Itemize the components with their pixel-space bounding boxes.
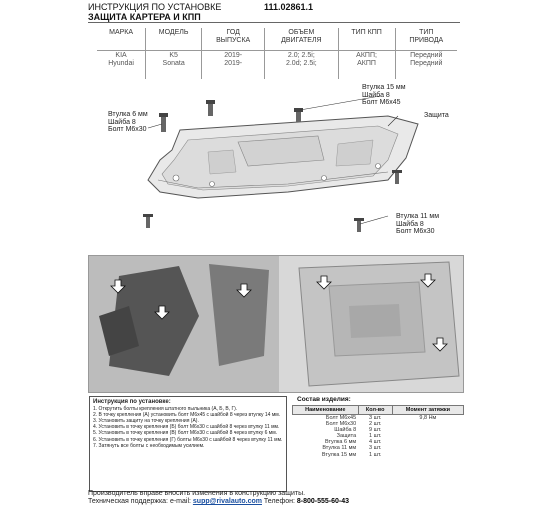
callout-bottom-right: Втулка 11 мм Шайба 8 Болт М6х30 bbox=[396, 213, 440, 235]
footer-note: Производитель вправе вносить изменения в конструкцию защиты. bbox=[88, 490, 306, 497]
table-row: Болт М6х30 2 шт. bbox=[325, 421, 382, 428]
support-phone[interactable]: 8-800-555-60-43 bbox=[296, 498, 350, 505]
table-row: Втулка 11 мм 3 шт. bbox=[322, 445, 382, 452]
table-row: Защита 1 шт. bbox=[336, 433, 382, 440]
table-row: Втулка 6 мм 4 шт. bbox=[324, 439, 382, 446]
installation-instructions bbox=[89, 396, 287, 492]
instruction-step: 6. Установить в точку крепления (Г) болты М6х30 с шайбой 8 через втулку 11 мм. bbox=[93, 436, 283, 443]
col-engine: ОБЪЕМ ДВИГАТЕЛЯ bbox=[265, 28, 338, 51]
col-brand: МАРКА bbox=[97, 28, 146, 51]
title-line-1: ИНСТРУКЦИЯ ПО УСТАНОВКЕ bbox=[88, 2, 222, 12]
installation-photos bbox=[88, 255, 464, 393]
spec-table-row bbox=[97, 51, 457, 80]
col-model: МОДЕЛЬ bbox=[146, 28, 202, 51]
instruction-step: 3. Установить защиту на точку крепления (А). bbox=[93, 418, 199, 425]
cell-engine: 2.0; 2.5i; 2.0d; 2.5i; bbox=[265, 51, 338, 80]
parts-title: Состав изделия: bbox=[297, 396, 351, 403]
bolt-top-mid bbox=[206, 100, 215, 116]
parts-col-name: Наименование bbox=[293, 406, 359, 415]
bolt-top-right bbox=[294, 108, 303, 122]
callout-top-right: Втулка 15 мм Шайба 8 Болт М6х45 bbox=[362, 84, 406, 106]
parts-col-torque: Момент затяжки bbox=[392, 406, 463, 415]
instruction-step: 5. Установить в точку крепления (В) болт М6х30 с шайбой 8 через втулку 6 мм. bbox=[93, 430, 278, 437]
parts-table bbox=[292, 405, 464, 458]
table-row: Втулка 15 мм 1 шт. bbox=[321, 451, 382, 458]
cell-gearbox: АКПП; АКПП bbox=[338, 51, 395, 80]
article-code: 111.02861.1 bbox=[264, 2, 314, 12]
col-drive: ТИП ПРИВОДА bbox=[395, 28, 457, 51]
cell-model: K5 Sonata bbox=[146, 51, 202, 80]
skid-plate bbox=[148, 116, 418, 198]
callout-top-left: Втулка 6 мм Шайба 8 Болт М6х30 bbox=[108, 111, 148, 133]
instruction-step: 2. В точку крепления (А) установить болт М6х45 с шайбой 8 через втулку 14 мм. bbox=[93, 412, 281, 419]
instruction-step: 1. Открутить болты крепления штатного пыльника (А, Б, В, Г). bbox=[93, 406, 238, 413]
bolt-top-left bbox=[159, 113, 168, 132]
title-line-2: ЗАЩИТА КАРТЕРА И КПП bbox=[88, 12, 201, 22]
bolt-right bbox=[392, 170, 402, 184]
parts-table-header bbox=[293, 406, 464, 415]
instruction-step: 4. Установить в точку крепления (Б) болт М6х30 с шайбой 8 через втулку 11 мм. bbox=[93, 424, 280, 431]
support-email-link[interactable]: supp@rivalauto.com bbox=[192, 498, 262, 505]
col-year: ГОД ВЫПУСКА bbox=[202, 28, 265, 51]
instructions-title: Инструкция по установке: bbox=[93, 399, 171, 405]
footer-support: Техническая поддержка: e-mail: supp@rivalauto.com Телефон: 8-800-555-60-43 bbox=[88, 498, 350, 505]
header-divider bbox=[88, 22, 460, 23]
bolt-bottom-right bbox=[354, 218, 364, 232]
table-row: Болт М6х45 3 шт. 9,8 Нм bbox=[325, 415, 437, 421]
spec-table-header bbox=[97, 28, 457, 51]
document-title bbox=[88, 2, 221, 22]
cell-brand: KIA Hyundai bbox=[108, 52, 134, 67]
installation-photo-strip bbox=[89, 256, 464, 393]
cell-year: 2019- 2019- bbox=[202, 51, 265, 80]
instruction-step: 7. Затянуть все болты с необходимым усилием. bbox=[93, 442, 205, 449]
callout-guard: Защита bbox=[424, 112, 449, 119]
vehicle-spec-table bbox=[97, 28, 457, 79]
parts-col-qty: Кол-во bbox=[358, 406, 392, 415]
cell-drive: Передний Передний bbox=[395, 51, 457, 80]
table-row: Шайба 8 9 шт. bbox=[334, 427, 382, 434]
col-gearbox: ТИП КПП bbox=[338, 28, 395, 51]
bolt-bottom-left bbox=[143, 214, 153, 228]
